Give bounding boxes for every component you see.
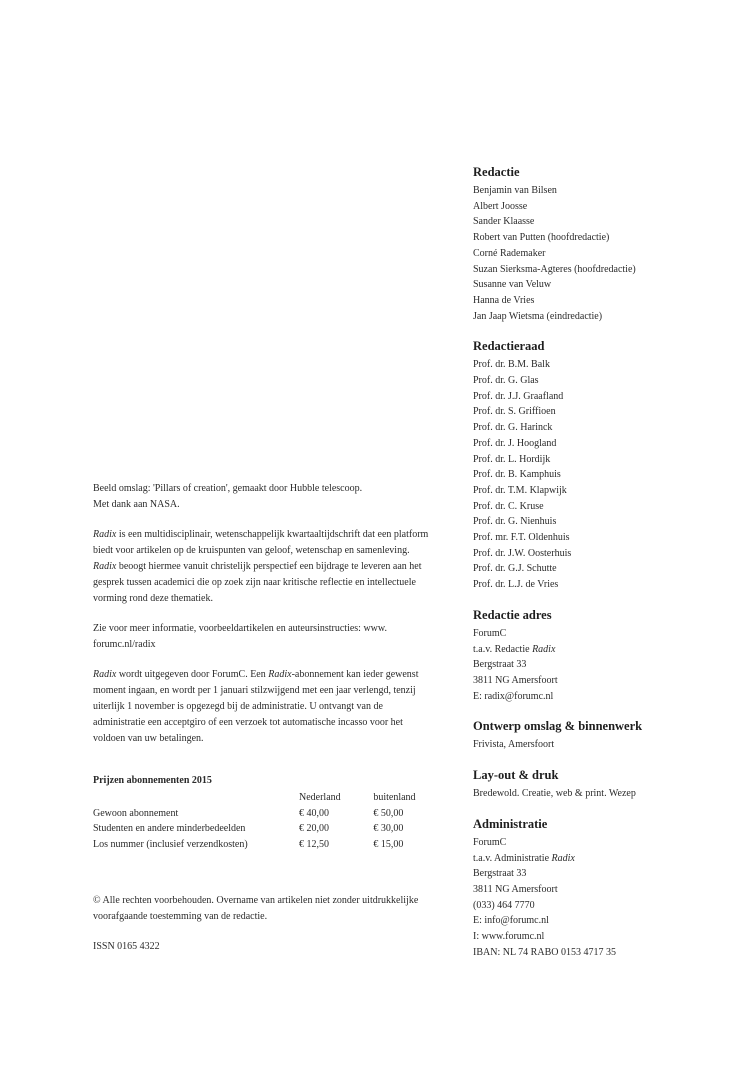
- redactieraad-member: Prof. dr. J.J. Graafland: [473, 390, 564, 402]
- redactie-member: Sander Klaasse: [473, 216, 535, 228]
- table-row: [93, 806, 433, 822]
- layout-text: Bredewold. Creatie, web & print. Wezep: [473, 788, 636, 800]
- about-text1: is een multidisciplinair, wetenschappelijk kwartaaltijdschrift dat een platform biedt voor artikelen op de kruispunten van geloof, wetenschap en samenleving.: [93, 529, 429, 556]
- prices-header-row: [93, 790, 433, 806]
- about-text2: beoogt hiermee vanuit christelijk perspectief een bijdrage te leveren aan het gesprek tussen academici die op zoek zijn naar kritische reflectie en intellectuele vorming rond deze thematiek.: [93, 561, 422, 604]
- cover-credit-line1: Beeld omslag: 'Pillars of creation', gemaakt door Hubble telescoop.: [93, 483, 363, 494]
- redactieraad-member: Prof. dr. G. Harinck: [473, 422, 553, 434]
- info-paragraph[interactable]: Zie voor meer informatie, voorbeeldartikelen en auteursinstructies: www. forumc.nl/radix: [93, 623, 387, 650]
- redactie-adres-tav-name: Radix: [532, 643, 556, 655]
- administratie-heading: Administratie: [473, 816, 548, 831]
- colophon-left-column: [93, 481, 433, 955]
- price-nl: € 12,50: [298, 839, 329, 851]
- redactie-adres-heading: Redactie adres: [473, 607, 552, 622]
- administratie-tav: [473, 851, 723, 867]
- price-label: Studenten en andere minderbedeelden: [93, 823, 246, 835]
- redactie-member: Hanna de Vries: [473, 294, 535, 306]
- administratie-email[interactable]: E: info@forumc.nl: [473, 915, 549, 927]
- redactie-adres-street: Bergstraat 33: [473, 659, 527, 671]
- redactieraad-member: Prof. dr. L.J. de Vries: [473, 579, 559, 591]
- redactie-adres-email[interactable]: E: radix@forumc.nl: [473, 690, 554, 702]
- price-nl: € 40,00: [298, 807, 329, 819]
- redactie-adres-city: 3811 NG Amersfoort: [473, 674, 558, 686]
- subscription-text1: wordt uitgegeven door ForumC. Een: [116, 669, 269, 680]
- administratie-city: 3811 NG Amersfoort: [473, 883, 558, 895]
- redactieraad-member: Prof. dr. J. Hoogland: [473, 437, 557, 449]
- redactieraad-member: Prof. dr. S. Griffioen: [473, 406, 556, 418]
- administratie-iban: IBAN: NL 74 RABO 0153 4717 35: [473, 946, 616, 958]
- prices-header-nl: Nederland: [298, 792, 341, 803]
- table-row: [93, 837, 433, 853]
- redactie-member: Suzan Sierksma-Agteres (hoofdredactie): [473, 263, 636, 275]
- about-radix: Radix: [93, 529, 117, 540]
- redactie-adres-tav-prefix: t.a.v. Redactie: [473, 643, 533, 655]
- redactieraad-member: Prof. dr. L. Hordijk: [473, 453, 551, 465]
- redactie-adres-org: ForumC: [473, 627, 507, 639]
- price-abroad: € 50,00: [373, 807, 404, 819]
- ontwerp-section: [473, 718, 723, 753]
- subscription-radix-2: Radix: [268, 669, 292, 680]
- subscription-radix: Radix: [93, 669, 117, 680]
- price-nl: € 20,00: [298, 823, 329, 835]
- about-paragraph: [93, 527, 433, 607]
- administratie-website[interactable]: I: www.forumc.nl: [473, 931, 545, 943]
- administratie-tav-prefix: t.a.v. Administratie: [473, 852, 552, 864]
- redactie-member: Benjamin van Bilsen: [473, 185, 557, 196]
- price-abroad: € 15,00: [373, 839, 404, 851]
- subscription-paragraph: [93, 667, 433, 747]
- price-label: Gewoon abonnement: [93, 807, 179, 819]
- redactie-adres-section: [473, 607, 723, 705]
- redactie-member: Robert van Putten (hoofdredactie): [473, 232, 610, 244]
- ontwerp-text: Frivista, Amersfoort: [473, 739, 555, 751]
- prices-header-blank: [93, 790, 299, 806]
- prices-title: Prijzen abonnementen 2015: [93, 775, 212, 786]
- redactie-member: Albert Joosse: [473, 200, 528, 212]
- layout-heading: Lay-out & druk: [473, 768, 559, 783]
- redactie-member: Corné Rademaker: [473, 247, 546, 259]
- administratie-section: [473, 816, 723, 961]
- subscription-text2: -abonnement kan ieder gewenst moment ingaan, en wordt per 1 januari stilzwijgend met een jaar verlengd, tenzij uiterlijk 1 november is opgezegd bij de administratie. U ontvangt van de administratie een acceptgiro of een verzoek tot automatische incasso voor het voldoen van uw betalingen.: [93, 669, 419, 744]
- redactieraad-member: Prof. dr. J.W. Oosterhuis: [473, 547, 572, 559]
- redactieraad-heading: Redactieraad: [473, 339, 545, 354]
- cover-credit: [93, 481, 433, 513]
- ontwerp-heading: Ontwerp omslag & binnenwerk: [473, 719, 643, 734]
- issn: ISSN 0165 4322: [93, 940, 160, 952]
- redactieraad-member: Prof. dr. C. Kruse: [473, 500, 544, 512]
- prices-header-abroad: buitenland: [373, 792, 416, 803]
- redactie-member: Jan Jaap Wietsma (eindredactie): [473, 310, 603, 322]
- administratie-street: Bergstraat 33: [473, 868, 527, 880]
- redactie-adres-tav: [473, 642, 723, 658]
- administratie-phone: (033) 464 7770: [473, 899, 535, 911]
- prices-table: [93, 790, 433, 853]
- copyright-notice: © Alle rechten voorbehouden. Overname van artikelen niet zonder uitdrukkelijke voorafgaande toestemming van de redactie.: [93, 894, 419, 922]
- redactieraad-section: [473, 338, 723, 593]
- redactieraad-member: Prof. dr. B.M. Balk: [473, 359, 550, 371]
- redactie-section: [473, 164, 723, 324]
- about-radix-2: Radix: [93, 561, 117, 572]
- redactieraad-member: Prof. dr. G. Nienhuis: [473, 516, 557, 528]
- redactieraad-member: Prof. mr. F.T. Oldenhuis: [473, 532, 570, 544]
- price-label: Los nummer (inclusief verzendkosten): [93, 839, 248, 851]
- administratie-tav-name: Radix: [551, 852, 575, 864]
- cover-credit-line2: Met dank aan NASA.: [93, 499, 180, 510]
- redactieraad-member: Prof. dr. G. Glas: [473, 375, 539, 387]
- price-abroad: € 30,00: [373, 823, 404, 835]
- redactie-member: Susanne van Veluw: [473, 279, 552, 291]
- redactieraad-member: Prof. dr. G.J. Schutte: [473, 563, 557, 575]
- administratie-org: ForumC: [473, 836, 507, 848]
- redactieraad-member: Prof. dr. B. Kamphuis: [473, 469, 561, 481]
- layout-section: [473, 767, 723, 802]
- redactieraad-member: Prof. dr. T.M. Klapwijk: [473, 484, 567, 496]
- colophon-right-column: [473, 164, 723, 974]
- table-row: [93, 821, 433, 837]
- redactie-heading: Redactie: [473, 165, 520, 179]
